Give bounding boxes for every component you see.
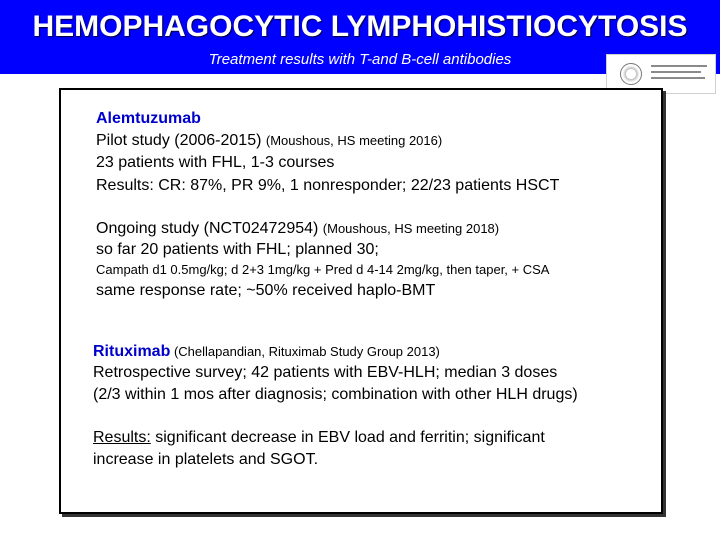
pilot-study-reference: (Moushous, HS meeting 2016) xyxy=(265,133,443,148)
rituximab-heading: Rituximab xyxy=(93,343,171,360)
results-text: significant decrease in EBV load and ferritin; significant xyxy=(150,429,545,446)
ongoing-patients-line: so far 20 patients with FHL; planned 30; xyxy=(96,241,379,258)
results-label: Results: xyxy=(93,429,151,446)
rituximab-reference: (Chellapandian, Rituximab Study Group 2013) xyxy=(170,344,440,359)
ongoing-study-text: Ongoing study (NCT02472954) xyxy=(96,220,323,237)
alemtuzumab-heading: Alemtuzumab xyxy=(96,110,201,127)
logo-text-line xyxy=(651,65,707,67)
dosing-line: Campath d1 0.5mg/kg; d 2+3 1mg/kg + Pred d 4-14 2mg/kg, then taper, + CSA xyxy=(96,262,550,277)
pilot-patients-line: 23 patients with FHL, 1-3 courses xyxy=(96,154,335,171)
response-line: same response rate; ~50% received haplo-BMT xyxy=(96,282,436,299)
university-seal-icon xyxy=(620,63,642,85)
rituximab-detail-line: (2/3 within 1 mos after diagnosis; combination with other HLH drugs) xyxy=(93,386,578,403)
pilot-study-line xyxy=(96,132,442,150)
slide-subtitle: Treatment results with T-and B-cell antibodies xyxy=(208,51,512,68)
ongoing-study-reference: (Moushous, HS meeting 2018) xyxy=(322,221,500,236)
logo-text-line xyxy=(651,77,705,79)
pilot-results-line: Results: CR: 87%, PR 9%, 1 nonresponder; 22/23 patients HSCT xyxy=(96,177,560,194)
rituximab-results-line-2: increase in platelets and SGOT. xyxy=(93,451,319,468)
slide-title: HEMOPHAGOCYTIC LYMPHOHISTIOCYTOSIS xyxy=(32,10,688,43)
rituximab-line xyxy=(93,343,440,361)
pilot-study-text: Pilot study (2006-2015) xyxy=(96,132,266,149)
ongoing-study-line xyxy=(96,220,499,238)
rituximab-results-line xyxy=(93,429,545,447)
rituximab-survey-line: Retrospective survey; 42 patients with EBV-HLH; median 3 doses xyxy=(93,364,558,381)
logo-text-line xyxy=(651,71,701,73)
